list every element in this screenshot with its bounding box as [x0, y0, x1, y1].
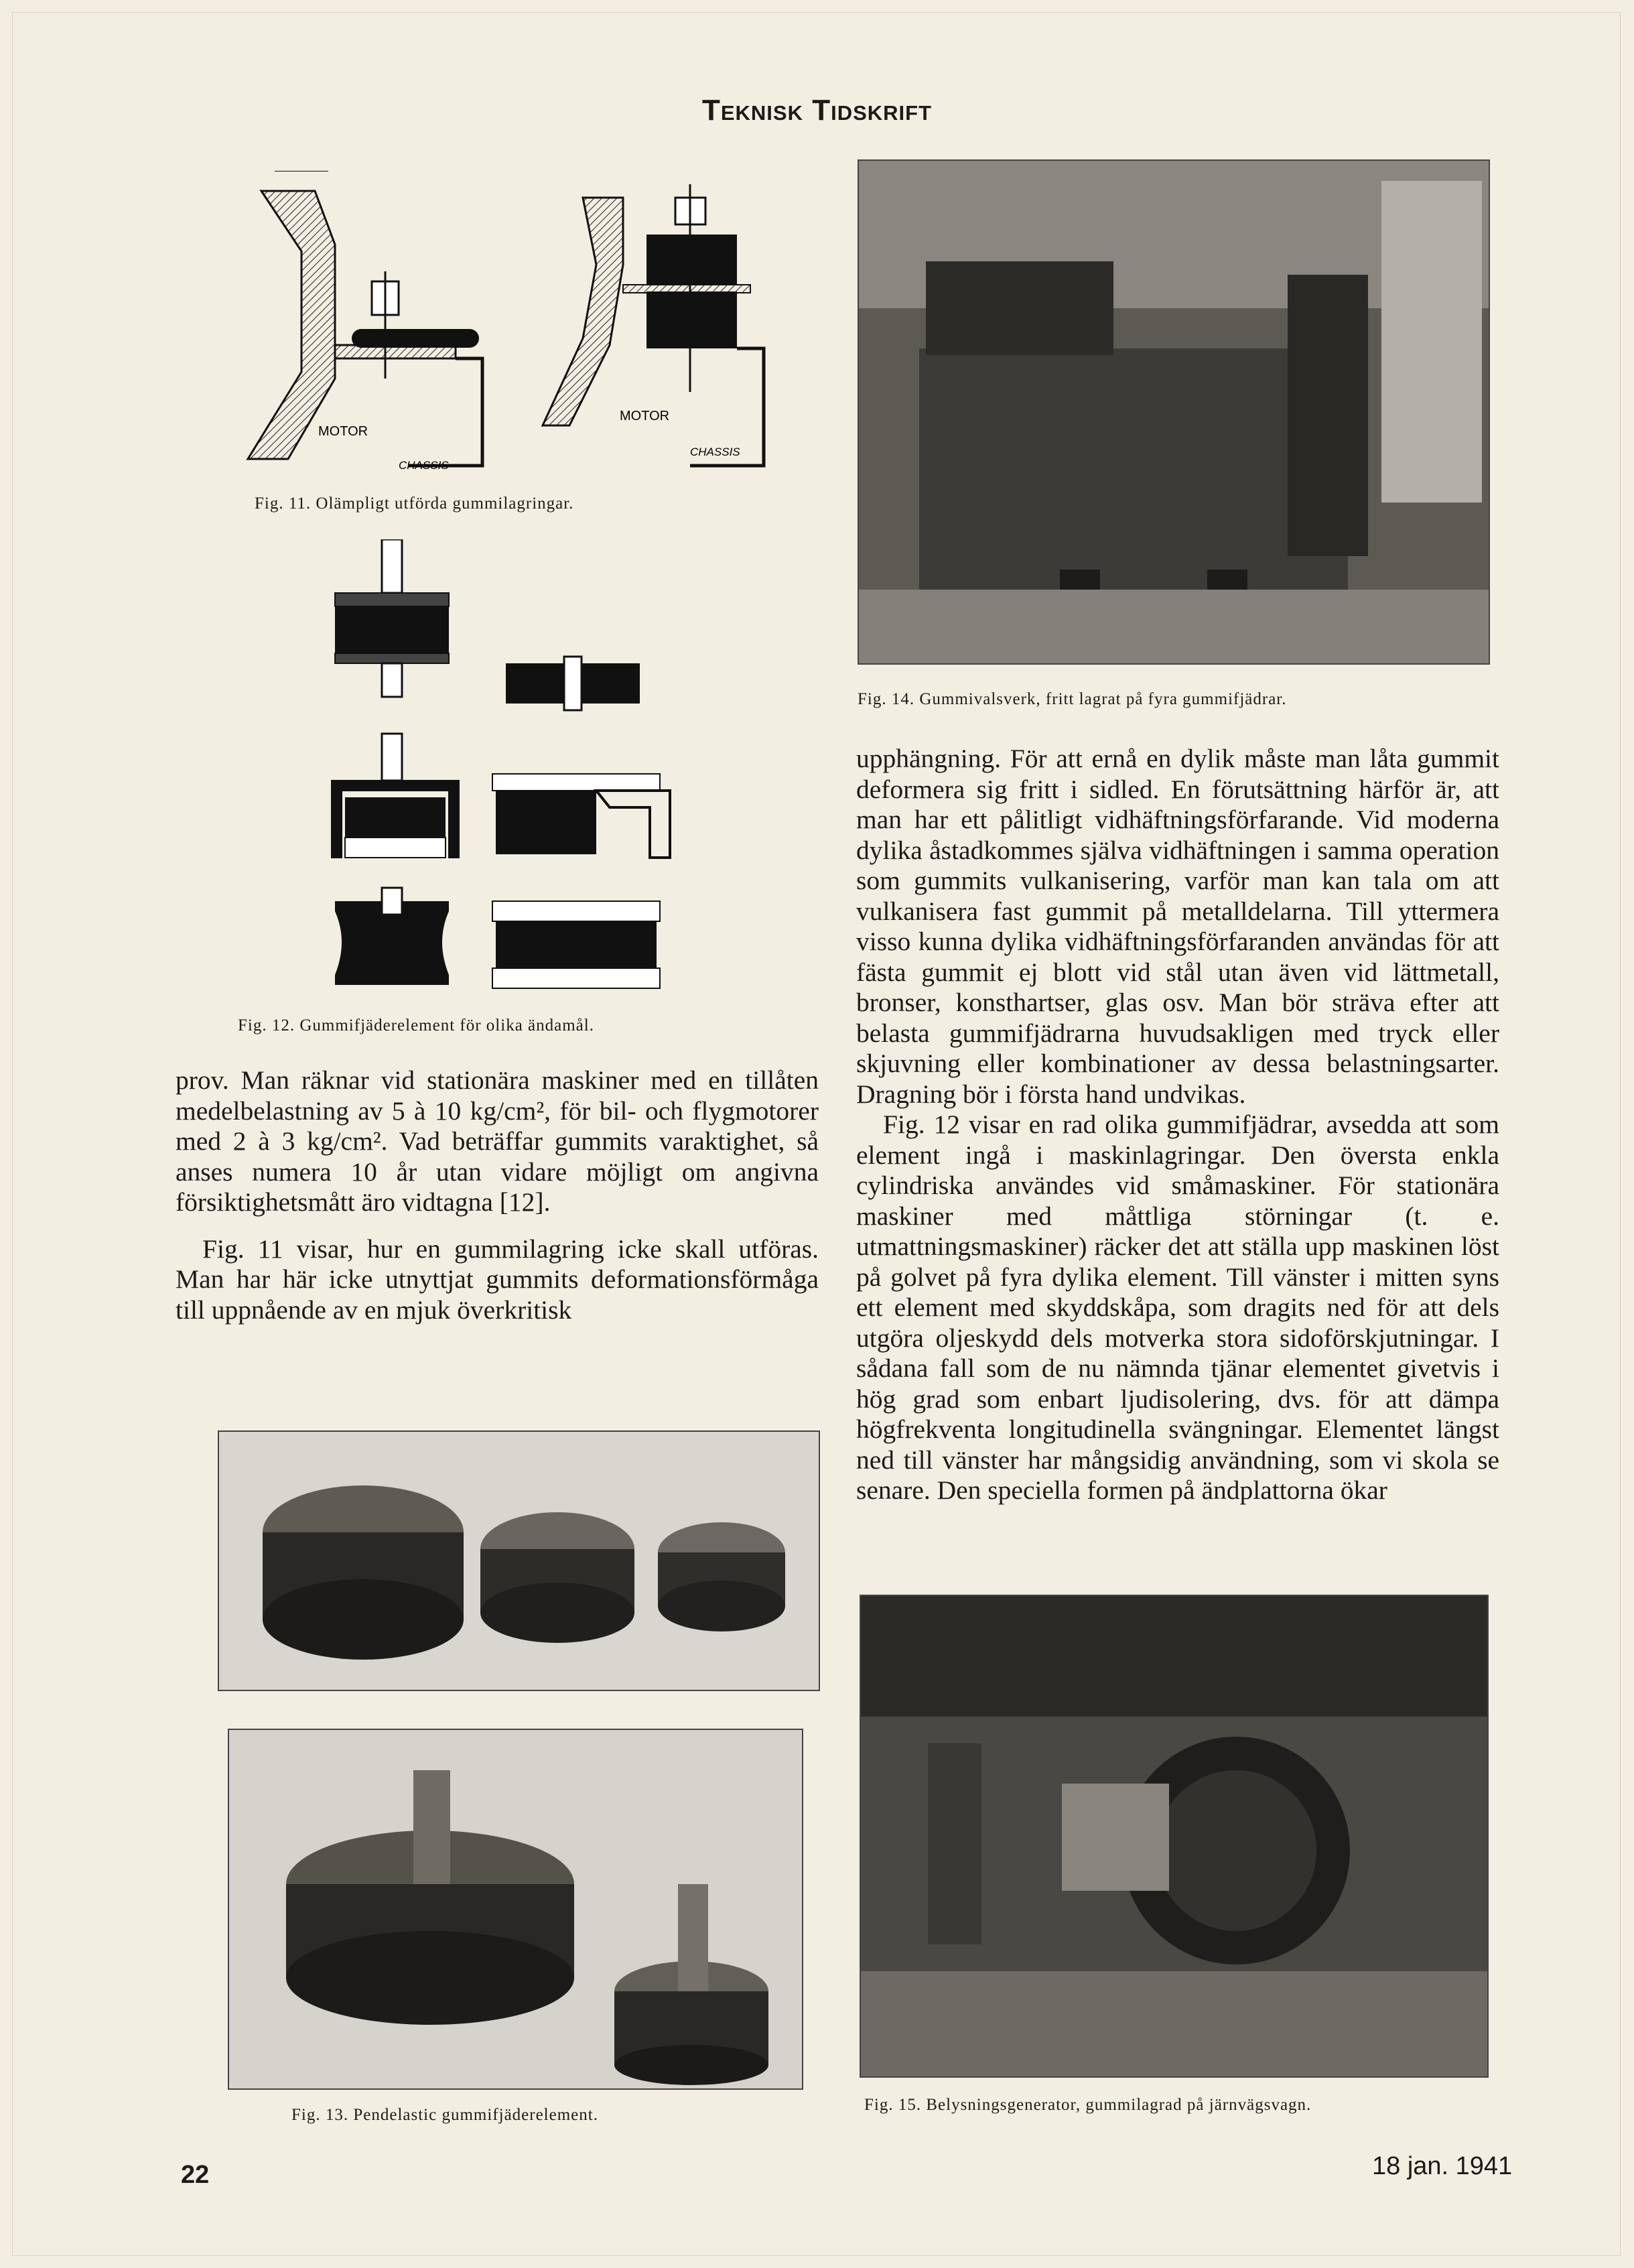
left-column-text	[176, 1065, 819, 1325]
left-paragraph-2: Fig. 11 visar, hur en gummilagring icke skall utföras. Man har här icke utnyttjat gummits deformationsförmåga till uppnående av en mjuk överkritisk	[176, 1233, 819, 1325]
figure-11	[234, 171, 784, 486]
journal-header: Teknisk Tidskrift	[701, 94, 933, 127]
page-number: 22	[181, 2161, 210, 2189]
fig12-plate-element	[496, 921, 657, 968]
left-paragraph-1: prov. Man räknar vid stationära maskiner med en tillåten medelbelastning av 5 à 10 kg/cm², för bil- och flygmotorer med 2 à 3 kg/cm². Vad beträffar gummits varaktighet, så anses numera 10 år utan vidare möjligt om angivna försiktighetsmått äro vidtagna [12].	[176, 1065, 819, 1217]
fig12-caption: Fig. 12. Gummifjäderelement för olika ändamål.	[238, 1016, 594, 1035]
fig13-photo-top	[218, 1430, 820, 1691]
fig11-left-rubber-pad	[352, 329, 479, 348]
fig11-drawing	[234, 171, 784, 486]
figure-12	[315, 539, 690, 1002]
fig11-left-chassis	[409, 358, 482, 466]
fig11-right-rubber-bottom	[646, 291, 737, 348]
fig14-photo	[858, 159, 1490, 665]
right-column-text	[856, 744, 1499, 1506]
fig11-left-chassis-label: CHASSIS	[399, 459, 449, 472]
fig11-right-chassis-label: CHASSIS	[690, 446, 740, 458]
fig11-left-motor-label: MOTOR	[318, 424, 368, 439]
fig11-right-motor-bracket	[543, 198, 623, 425]
fig13-photo-bottom	[228, 1729, 803, 2090]
fig11-right-motor-label: MOTOR	[620, 409, 670, 423]
fig12-drawing	[315, 539, 690, 1002]
issue-date: 18 jan. 1941	[1372, 2152, 1513, 2180]
fig11-caption: Fig. 11. Olämpligt utförda gummilagringar.	[255, 494, 574, 513]
right-paragraph-2: Fig. 12 visar en rad olika gummifjädrar, avsedda att som element ingå i maskinlagringar. Den översta enkla cylindriska användes vid småmaskiner. För stationära maskiner med måttliga störningar (t. e. utmattningsmaskiner) räcker det att ställa upp maskinen löst på golvet på fyra dylika element. Till vänster i mitten syns ett element med skyddskåpa, som dragits ned för att dels utgöra oljeskydd dels motverka stora sidoförskjutningar. I sådana fall som de nu nämnda tjänar elementet givetvis i hög grad som enbart ljudisolering, dvs. för att dämpa högfrekventa longitudinella svängningar. Elementet längst ned till vänster har mångsidig användning, som vi skola se senare. Den speciella formen på ändplattorna ökar	[856, 1110, 1499, 1505]
right-paragraph-1: upphängning. För att ernå en dylik måste man låta gummit deformera sig fritt i sidled. En förutsättning härför är, att man har ett pålitligt vidhäftningsförfarande. Vid moderna dylika åstadkommes själva vidhäftningen i samma operation som gummits vulkanisering, varför man kan tala om att vulkanisera fast gummit på metalldelarna. Till yttermera visso kunna dylika vidhäftningsförfaranden användas för att fästa gummit ej blott vid stål utan även vid lättmetall, bronser, konsthartser, glas osv. Man bör sträva efter att belasta gummifjädrarna huvudsakligen med tryck eller skjuvning eller kombinationer av dessa belastningsarter. Dragning bör i första hand undvikas.	[856, 744, 1499, 1109]
fig12-shear-element	[496, 791, 596, 854]
fig14-caption: Fig. 14. Gummivalsverk, fritt lagrat på fyra gummifjädrar.	[858, 690, 1287, 708]
fig15-photo	[860, 1595, 1489, 2078]
fig12-cylinder-element	[335, 606, 449, 653]
fig11-right-rubber-top	[646, 235, 737, 285]
fig15-caption: Fig. 15. Belysningsgenerator, gummilagrad på järnvägsvagn.	[864, 2096, 1312, 2114]
fig11-left-motor-bracket	[248, 191, 335, 459]
fig13-caption: Fig. 13. Pendelastic gummifjäderelement.	[291, 2106, 598, 2124]
